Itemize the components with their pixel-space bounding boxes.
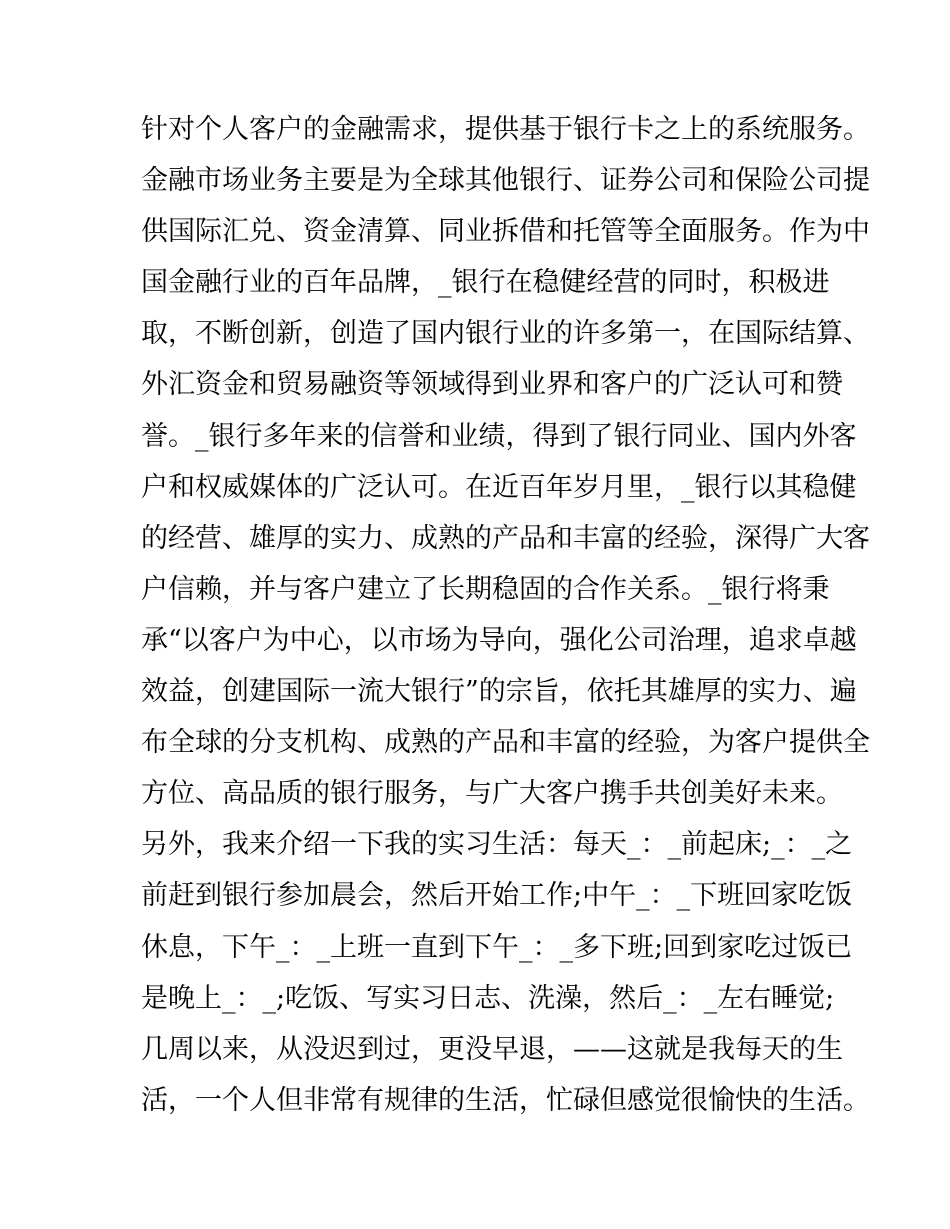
text-line: 针对个人客户的金融需求，提供基于银行卡之上的系统服务。 — [141, 114, 870, 145]
text-line: 国金融行业的百年品牌，_银行在稳健经营的同时，积极进 — [141, 267, 830, 299]
text-line: 供国际汇兑、资金清算、同业拆借和托管等全面服务。作为中 — [141, 216, 870, 248]
text-line: 承“以客户为中心，以市场为导向，强化公司治理，追求卓越 — [141, 624, 857, 656]
text-line: 的经营、雄厚的实力、成熟的产品和丰富的经验，深得广大客 — [141, 522, 870, 554]
text-line: 户和权威媒体的广泛认可。在近百年岁月里，_银行以其稳健 — [141, 471, 857, 503]
text-line: 外汇资金和贸易融资等领域得到业界和客户的广泛认可和赞 — [141, 369, 843, 401]
text-line: 是晚上_：_;吃饭、写实习日志、洗澡，然后_：_左右睡觉; — [141, 982, 835, 1014]
text-line: 方位、高品质的银行服务，与广大客户携手共创美好未来。 — [141, 778, 843, 810]
text-line: 休息，下午_：_上班一直到下午_：_多下班;回到家吃过饭已 — [141, 931, 853, 963]
text-line: 誉。_银行多年来的信誉和业绩，得到了银行同业、国内外客 — [141, 420, 857, 452]
text-line: 另外，我来介绍一下我的实习生活：每天_：_前起床;_：_之 — [141, 829, 853, 861]
text-line: 户信赖，并与客户建立了长期稳固的合作关系。_银行将秉 — [141, 573, 830, 605]
text-line: 效益，创建国际一流大银行”的宗旨，依托其雄厚的实力、遍 — [141, 676, 857, 708]
text-line: 前赶到银行参加晨会，然后开始工作;中午_：_下班回家吃饭 — [141, 880, 853, 912]
text-line: 取，不断创新，创造了国内银行业的许多第一，在国际结算、 — [141, 318, 870, 350]
body-text — [141, 104, 870, 1126]
text-line: 金融市场业务主要是为全球其他银行、证券公司和保险公司提 — [141, 165, 870, 197]
text-line: 几周以来，从没迟到过，更没早退，——这就是我每天的生 — [141, 1033, 843, 1065]
text-line: 活，一个人但非常有规律的生活，忙碌但感觉很愉快的生活。 — [141, 1084, 870, 1116]
text-line: 布全球的分支机构、成熟的产品和丰富的经验，为客户提供全 — [141, 727, 870, 759]
